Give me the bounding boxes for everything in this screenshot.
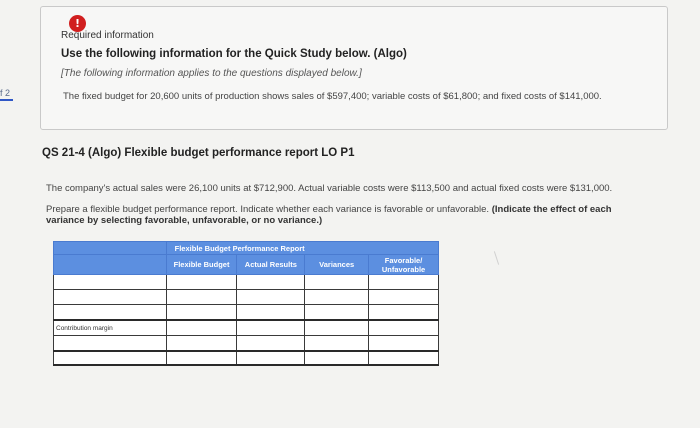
- cell-input[interactable]: [237, 305, 305, 321]
- cell-input[interactable]: [166, 351, 237, 365]
- info-title: Required information: [61, 30, 154, 41]
- cell-input[interactable]: [237, 351, 305, 365]
- cell-input[interactable]: [166, 305, 237, 321]
- cell-input[interactable]: [305, 320, 369, 336]
- current-question-indicator: [0, 99, 13, 101]
- cell-input[interactable]: [305, 336, 369, 352]
- flexible-budget-report-table: [53, 241, 439, 366]
- cell-input[interactable]: [166, 275, 237, 290]
- col-flexible-budget: Flexible Budget: [166, 255, 237, 275]
- cell-select[interactable]: [369, 320, 439, 336]
- cell-select[interactable]: [369, 351, 439, 365]
- col-variances: Variances: [305, 255, 369, 275]
- cell-input[interactable]: [305, 305, 369, 321]
- cell-input[interactable]: [237, 275, 305, 290]
- row-label-5[interactable]: [54, 336, 167, 352]
- cell-input[interactable]: [305, 275, 369, 290]
- info-body: The fixed budget for 20,600 units of production shows sales of $597,400; variable costs of $61,800; and fixed costs of $141,000.: [63, 91, 602, 102]
- row-label-6[interactable]: [54, 351, 167, 365]
- info-subtitle: Use the following information for the Quick Study below. (Algo): [61, 48, 407, 60]
- cell-select[interactable]: [369, 290, 439, 305]
- cell-input[interactable]: [305, 351, 369, 365]
- cell-input[interactable]: [237, 320, 305, 336]
- info-note: [The following information applies to the questions displayed below.]: [61, 68, 362, 79]
- question-number: f 2: [0, 88, 11, 98]
- question-instruction: [46, 204, 646, 226]
- cell-input[interactable]: [166, 290, 237, 305]
- required-information-box: [40, 6, 668, 130]
- row-label-contribution-margin: Contribution margin: [54, 320, 167, 336]
- report-title: Flexible Budget Performance Report: [166, 242, 438, 255]
- cell-input[interactable]: [305, 290, 369, 305]
- row-label-2[interactable]: [54, 290, 167, 305]
- cell-input[interactable]: [166, 336, 237, 352]
- question-title: QS 21-4 (Algo) Flexible budget performance report LO P1: [42, 147, 355, 159]
- question-body: The company's actual sales were 26,100 units at $712,900. Actual variable costs were $113,500 and actual fixed costs were $131,000.: [46, 183, 613, 194]
- cell-select[interactable]: [369, 336, 439, 352]
- decorative-mark: [494, 251, 499, 265]
- instruction-text: Prepare a flexible budget performance report. Indicate whether each variance is favorable or unfavorable.: [46, 204, 490, 215]
- col-favorable-unfavorable: Favorable/ Unfavorable: [369, 255, 439, 275]
- cell-select[interactable]: [369, 275, 439, 290]
- header-blank-2: [54, 255, 167, 275]
- cell-select[interactable]: [369, 305, 439, 321]
- instruction-bold-text: (Indicate the effect of each variance by selecting favorable, unfavorable, or no variance.): [46, 204, 612, 226]
- cell-input[interactable]: [166, 320, 237, 336]
- header-blank: [54, 242, 167, 255]
- row-label-3[interactable]: [54, 305, 167, 321]
- cell-input[interactable]: [237, 336, 305, 352]
- row-label-1[interactable]: [54, 275, 167, 290]
- col-actual-results: Actual Results: [237, 255, 305, 275]
- alert-icon: !: [69, 15, 86, 32]
- cell-input[interactable]: [237, 290, 305, 305]
